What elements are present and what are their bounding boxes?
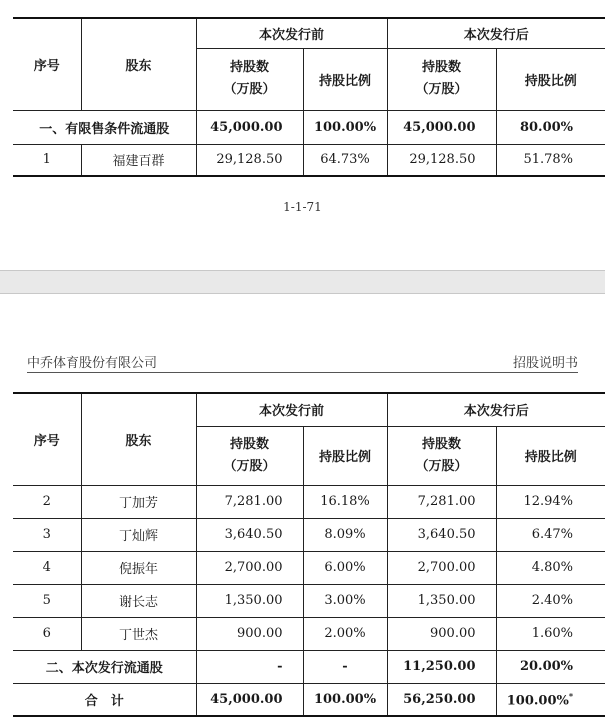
row-before-ratio: 2.00% (303, 617, 387, 650)
total-after-shares: 56,250.00 (387, 683, 496, 716)
row-after-ratio: 1.60% (496, 617, 605, 650)
company-name: 中乔体育股份有限公司 (27, 356, 158, 371)
table-row (13, 551, 605, 584)
row-holder: 倪振年 (81, 551, 196, 584)
header-ratio-before: 持股比例 (303, 426, 387, 485)
header-shares-after (387, 426, 496, 485)
total-row (13, 683, 605, 716)
section-row-new-issue (13, 650, 605, 683)
section-after-ratio: 80.00% (496, 110, 605, 144)
shareholding-table (13, 392, 605, 717)
row-holder: 丁灿辉 (81, 518, 196, 551)
section-before-ratio: 100.00% (303, 110, 387, 144)
header-seq: 序号 (13, 393, 81, 485)
page-separator (0, 270, 605, 294)
section-row-restricted (13, 110, 605, 144)
header-holder: 股东 (81, 18, 196, 110)
row-before-shares: 7,281.00 (196, 485, 303, 518)
row-holder: 丁世杰 (81, 617, 196, 650)
row-seq: 4 (13, 551, 81, 584)
total-label: 合 计 (13, 683, 196, 716)
header-shares-label: 持股数 (422, 60, 462, 75)
table-row (13, 144, 605, 176)
row-before-ratio: 16.18% (303, 485, 387, 518)
row-holder: 丁加芳 (81, 485, 196, 518)
row-after-ratio: 4.80% (496, 551, 605, 584)
row-after-shares: 29,128.50 (387, 144, 496, 176)
separator-line (0, 293, 605, 294)
row-after-ratio: 51.78% (496, 144, 605, 176)
header-shares-unit: （万股） (223, 458, 276, 474)
header-after-issue: 本次发行后 (387, 393, 605, 426)
header-shares-unit: （万股） (415, 458, 468, 474)
row-after-ratio: 6.47% (496, 518, 605, 551)
row-before-ratio: 64.73% (303, 144, 387, 176)
total-before-shares: 45,000.00 (196, 683, 303, 716)
page-number: 1-1-71 (283, 200, 322, 214)
row-before-shares: 29,128.50 (196, 144, 303, 176)
row-seq: 6 (13, 617, 81, 650)
row-before-shares: 2,700.00 (196, 551, 303, 584)
header-shares-label: 持股数 (229, 436, 269, 452)
total-after-ratio (496, 683, 605, 716)
header-holder: 股东 (81, 393, 196, 485)
row-after-ratio: 12.94% (496, 485, 605, 518)
document-title: 招股说明书 (512, 356, 578, 371)
row-after-shares: 2,700.00 (387, 551, 496, 584)
row-holder: 福建百群 (81, 144, 196, 176)
section-after-shares: 45,000.00 (387, 110, 496, 144)
row-holder: 谢长志 (81, 584, 196, 617)
header-shares-after (387, 48, 496, 110)
header-shares-before (196, 48, 303, 110)
row-before-ratio: 6.00% (303, 551, 387, 584)
shareholding-table-continued (13, 17, 605, 177)
header-shares-before (196, 426, 303, 485)
row-before-ratio: 3.00% (303, 584, 387, 617)
separator-line (0, 270, 605, 271)
header-ratio-after: 持股比例 (496, 426, 605, 485)
header-ratio-after: 持股比例 (496, 48, 605, 110)
section-before-ratio: - (303, 650, 387, 683)
row-after-shares: 7,281.00 (387, 485, 496, 518)
section-before-shares: 45,000.00 (196, 110, 303, 144)
total-after-ratio-value: 100.00% (506, 692, 569, 708)
header-rule (27, 372, 578, 373)
section-label: 二、本次发行流通股 (13, 650, 196, 683)
section-label: 一、有限售条件流通股 (13, 110, 196, 144)
header-shares-label: 持股数 (229, 60, 269, 75)
header-shares-label: 持股数 (422, 436, 462, 452)
row-before-shares: 3,640.50 (196, 518, 303, 551)
header-shares-unit: （万股） (223, 82, 276, 97)
row-seq: 5 (13, 584, 81, 617)
row-after-shares: 1,350.00 (387, 584, 496, 617)
section-after-shares: 11,250.00 (387, 650, 496, 683)
section-before-shares: - (196, 650, 303, 683)
page-header (27, 352, 578, 371)
header-ratio-before: 持股比例 (303, 48, 387, 110)
row-after-shares: 900.00 (387, 617, 496, 650)
row-seq: 2 (13, 485, 81, 518)
table-row (13, 617, 605, 650)
row-after-ratio: 2.40% (496, 584, 605, 617)
row-seq: 3 (13, 518, 81, 551)
header-before-issue: 本次发行前 (196, 393, 387, 426)
header-before-issue: 本次发行前 (196, 18, 387, 48)
header-after-issue: 本次发行后 (387, 18, 605, 48)
table-row (13, 584, 605, 617)
row-before-shares: 1,350.00 (196, 584, 303, 617)
row-after-shares: 3,640.50 (387, 518, 496, 551)
table-row (13, 485, 605, 518)
total-before-ratio: 100.00% (303, 683, 387, 716)
section-after-ratio: 20.00% (496, 650, 605, 683)
header-seq: 序号 (13, 18, 81, 110)
row-before-ratio: 8.09% (303, 518, 387, 551)
row-seq: 1 (13, 144, 81, 176)
footnote-mark: * (568, 690, 574, 701)
header-shares-unit: （万股） (415, 82, 468, 97)
row-before-shares: 900.00 (196, 617, 303, 650)
table-row (13, 518, 605, 551)
